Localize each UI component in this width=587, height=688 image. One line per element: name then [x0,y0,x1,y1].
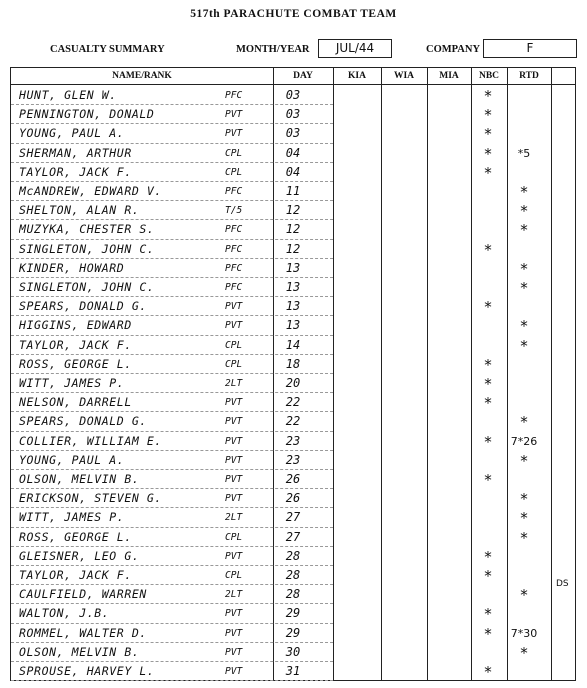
name-cell: HUNT, GLEN W. [19,88,117,102]
day-cell: 30 [285,644,301,659]
day-cell: 03 [285,88,301,102]
day-cell: 12 [285,203,301,218]
rank-cell: 2LT [225,512,243,524]
rtd-mark: * [520,509,528,528]
day-cell: 04 [285,145,301,160]
nbc-mark: * [484,87,492,105]
day-cell: 12 [285,241,301,256]
rtd-mark: * [520,586,528,605]
rtd-mark: * [520,279,528,297]
name-cell: WITT, JAMES P. [19,510,125,525]
rank-cell: PFC [225,243,243,255]
day-cell: 29 [285,625,301,640]
rank-cell: PVT [225,646,243,658]
name-cell: ROMMEL, WALTER D. [19,625,147,640]
rtd-mark: 7*30 [510,626,538,640]
rank-cell: PVT [225,474,243,485]
name-cell: OLSON, MELVIN B. [19,472,140,486]
nbc-mark: * [484,375,492,393]
rtd-mark: * [520,317,528,336]
name-cell: TAYLOR, JACK F. [19,337,132,352]
rank-cell: 2LT [225,378,243,389]
nbc-mark: * [484,471,492,489]
name-cell: YOUNG, PAUL A. [19,452,125,467]
name-cell: TAYLOR, JACK F. [19,164,132,179]
name-cell: OLSON, MELVIN B. [19,644,140,659]
rtd-mark: *5 [517,146,531,160]
rtd-mark: * [520,259,528,278]
day-cell: 26 [285,491,301,506]
day-cell: 18 [285,356,301,371]
day-cell: 27 [285,529,301,544]
rank-cell: PFC [225,186,243,197]
name-cell: GLEISNER, LEO G. [19,548,140,563]
header-divider [11,84,575,85]
rtd-mark: * [520,202,528,221]
name-cell: SHELTON, ALAN R. [19,203,140,218]
day-cell: 27 [285,510,301,525]
name-cell: ROSS, GEORGE L. [19,356,132,371]
name-cell: NELSON, DARRELL [19,395,132,410]
column-header-name: NAME/RANK [112,71,172,81]
rtd-mark: * [520,221,528,240]
day-cell: 20 [285,376,301,390]
column-header-rtd: RTD [519,71,539,81]
company-label: COMPANY [426,44,481,55]
name-cell: SINGLETON, JOHN C. [19,241,155,256]
day-cell: 13 [285,299,301,314]
day-cell: 28 [285,587,301,602]
column-header-wia: WIA [393,71,415,81]
margin-note: DS [556,579,569,589]
day-cell: 29 [285,606,301,621]
column-header-day: DAY [293,71,313,81]
rank-cell: PVT [225,454,243,466]
name-cell: KINDER, HOWARD [19,260,125,275]
day-cell: 13 [285,280,301,294]
day-cell: 23 [285,433,301,448]
rank-cell: T/5 [225,205,243,217]
rank-cell: PVT [225,435,243,447]
rank-cell: PFC [225,282,243,293]
rank-cell: 2LT [225,589,243,601]
nbc-mark: * [484,663,492,681]
day-cell: 28 [285,548,301,563]
rank-cell: PVT [225,397,243,409]
day-cell: 03 [285,107,301,122]
rtd-mark: * [520,490,528,509]
name-cell: SHERMAN, ARTHUR [19,145,132,160]
nbc-mark: * [484,567,492,585]
name-cell: CAULFIELD, WARREN [19,587,147,602]
rank-cell: PVT [225,627,243,639]
rank-cell: PFC [225,224,243,236]
name-cell: TAYLOR, JACK F. [19,568,132,582]
name-cell: COLLIER, WILLIAM E. [19,433,162,448]
day-cell: 04 [285,164,301,179]
name-cell: ROSS, GEORGE L. [19,529,132,544]
rank-cell: PFC [225,262,243,274]
rank-cell: CPL [225,166,243,178]
name-cell: SPROUSE, HARVEY L. [19,664,155,678]
nbc-mark: * [484,432,492,451]
rank-cell: CPL [225,147,243,159]
rank-cell: PVT [225,608,243,620]
day-cell: 22 [285,414,301,429]
rank-cell: PVT [225,493,243,505]
rank-cell: CPL [225,570,243,581]
column-header-nbc: NBC [478,71,500,81]
name-cell: SPEARS, DONALD G. [19,414,147,429]
name-cell: YOUNG, PAUL A. [19,126,125,141]
rank-cell: PFC [225,90,243,101]
nbc-mark: * [484,605,492,624]
day-cell: 28 [285,568,301,582]
nbc-mark: * [484,624,492,643]
page-title: 517th PARACHUTE COMBAT TEAM [190,8,397,20]
nbc-mark: * [484,163,492,182]
rtd-mark: * [520,528,528,547]
rank-cell: PVT [225,109,243,121]
rank-cell: PVT [225,416,243,428]
nbc-mark: * [484,144,492,163]
day-cell: 14 [285,337,301,352]
rtd-mark: * [520,413,528,432]
nbc-mark: * [484,355,492,374]
rank-cell: PVT [225,550,243,562]
day-cell: 13 [285,260,301,275]
nbc-mark: * [484,240,492,259]
column-header-kia: KIA [348,71,366,81]
name-cell: PENNINGTON, DONALD [19,107,155,122]
name-cell: ERICKSON, STEVEN G. [19,491,162,506]
rank-cell: PVT [225,301,243,313]
table-row [11,662,577,684]
rank-cell: PVT [225,320,243,332]
rank-cell: PVT [225,128,243,140]
rtd-mark: 7*26 [510,434,538,448]
day-cell: 26 [285,472,301,486]
name-cell: SPEARS, DONALD G. [19,299,147,314]
day-cell: 11 [285,184,301,198]
name-cell: McANDREW, EDWARD V. [19,184,162,198]
rank-cell: CPL [225,358,243,370]
nbc-mark: * [484,106,492,125]
day-cell: 03 [285,126,301,141]
rtd-mark: * [520,451,528,470]
rank-cell: PVT [225,666,243,677]
day-cell: 12 [285,222,301,237]
nbc-mark: * [484,125,492,144]
casualty-table [10,67,576,681]
day-cell: 23 [285,452,301,467]
day-cell: 13 [285,318,301,333]
month-year-field: JUL/44 [318,39,392,58]
rtd-mark: * [520,643,528,662]
name-cell: SINGLETON, JOHN C. [19,280,155,294]
rtd-mark: * [520,183,528,201]
column-header-mia: MIA [439,71,459,81]
name-cell: WITT, JAMES P. [19,376,125,390]
company-field: F [483,39,577,58]
name-cell: HIGGINS, EDWARD [19,318,132,333]
name-cell: WALTON, J.B. [19,606,110,621]
rank-cell: CPL [225,531,243,543]
month-year-label: MONTH/YEAR [236,44,310,55]
nbc-mark: * [484,394,492,413]
nbc-mark: * [484,298,492,317]
summary-label: CASUALTY SUMMARY [50,44,165,55]
nbc-mark: * [484,547,492,566]
day-cell: 22 [285,395,301,410]
rtd-mark: * [520,336,528,355]
rank-cell: CPL [225,339,243,351]
day-cell: 31 [285,664,301,678]
name-cell: MUZYKA, CHESTER S. [19,222,155,237]
